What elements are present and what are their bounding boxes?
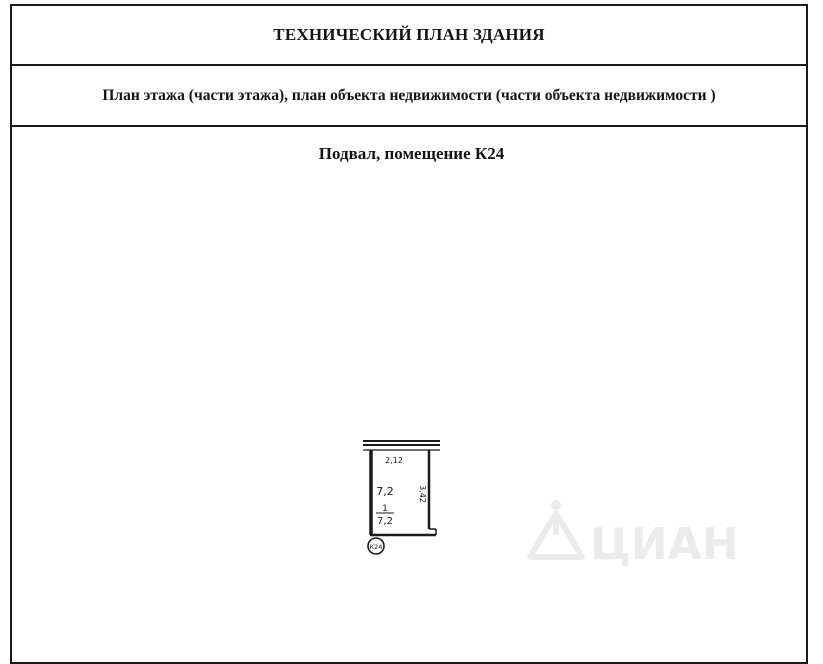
document-title: ТЕХНИЧЕСКИЙ ПЛАН ЗДАНИЯ [273, 25, 545, 44]
document-subtitle: План этажа (части этажа), план объекта недвижимости (части объекта недвижимости ) [102, 86, 716, 104]
room-marker-label: К24 [369, 543, 383, 551]
floor-plan [350, 436, 450, 566]
area-label: 7,2 [376, 485, 394, 498]
title-row [12, 6, 806, 66]
length-dimension: 3,42 [418, 485, 427, 503]
floor-plan-drawing [350, 436, 450, 566]
room-number: 1 [382, 504, 388, 514]
width-dimension: 2,12 [385, 456, 403, 465]
watermark-text: ЦИАН [590, 519, 739, 570]
subtitle-row [12, 66, 806, 127]
room-area: 7,2 [377, 516, 393, 527]
floor-label: Подвал, помещение К24 [318, 144, 505, 163]
